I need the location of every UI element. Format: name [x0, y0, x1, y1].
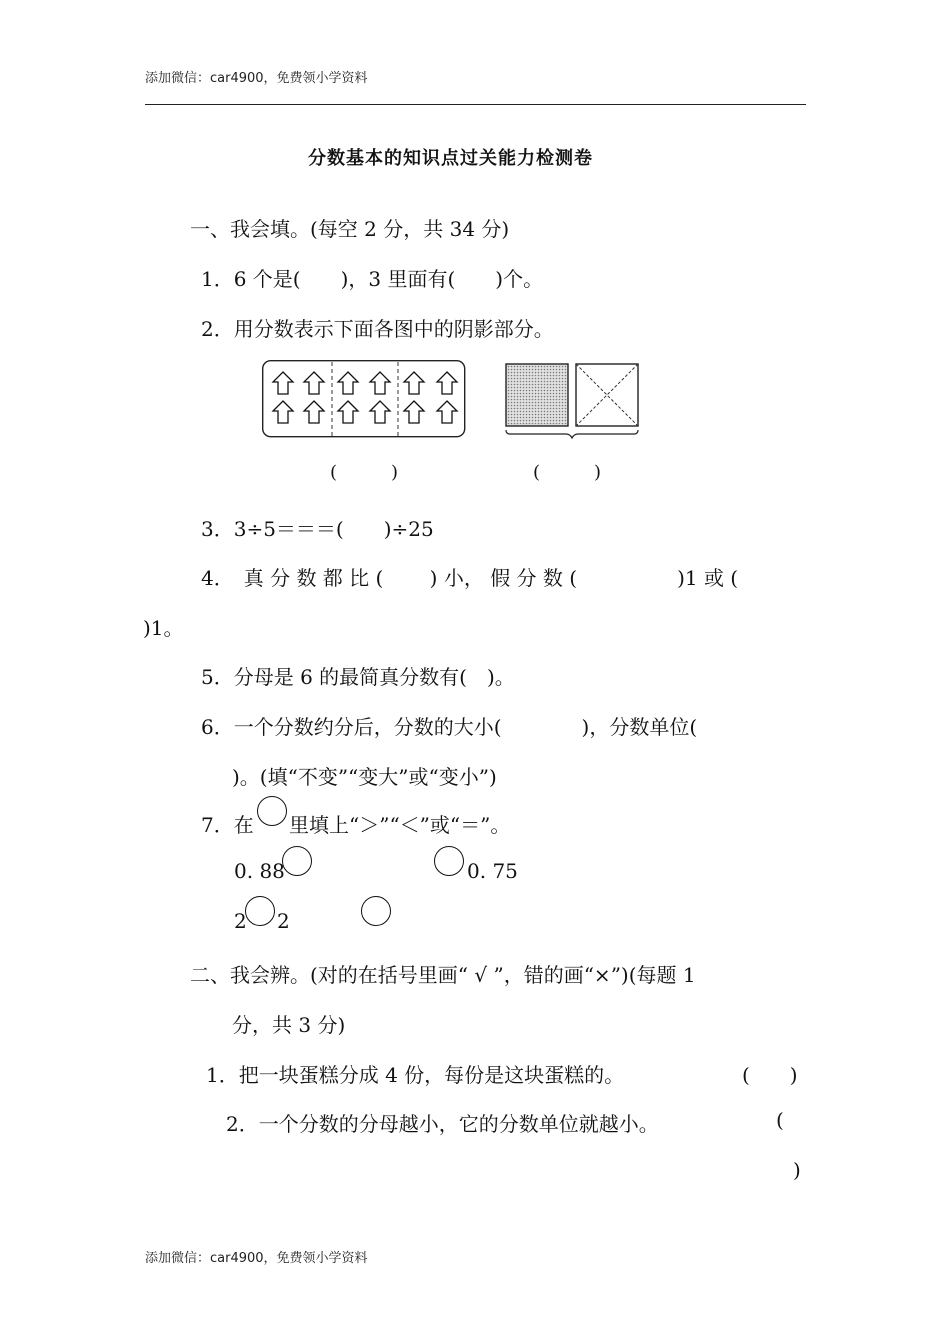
compare-circle-example	[257, 796, 287, 826]
section2-question-1-paren: ( )	[742, 1063, 798, 1087]
question-1-7-prefix: 7．在	[201, 813, 254, 837]
question-1-7-suffix: 里填上“＞”“＜”或“＝”。	[289, 813, 511, 837]
header-rule	[145, 104, 806, 105]
question-1-5: 5．分母是 6 的最简真分数有( )。	[201, 665, 515, 689]
question-1-4-line2: )1。	[143, 616, 184, 640]
answer-paren-arrows: ( )	[330, 462, 399, 483]
squares-figure	[504, 362, 640, 442]
question-1-2: 2．用分数表示下面各图中的阴影部分。	[201, 317, 554, 341]
question-1-1: 1．6 个是( )，3 里面有( )个。	[201, 267, 544, 291]
question-1-6-line2: )。(填“不变”“变大”或“变小”)	[232, 765, 497, 789]
page-header: 添加微信：car4900，免费领小学资料	[145, 71, 368, 86]
compare-circle-3[interactable]	[245, 896, 275, 926]
question-1-6-line1: 6．一个分数约分后，分数的大小( )，分数单位(	[201, 715, 698, 739]
compare-item-2-right: 0. 75	[467, 859, 518, 883]
question-1-3: 3．3÷5＝＝＝( )÷25	[201, 517, 434, 541]
compare-circle-2[interactable]	[434, 846, 464, 876]
section2-heading-line1: 二、我会辨。(对的在括号里画“ √ ”，错的画“×”)(每题 1	[190, 963, 696, 987]
section2-question-2-paren-open: (	[776, 1108, 784, 1132]
question-1-4-line1: 4． 真 分 数 都 比 ( ) 小， 假 分 数 ( )1 或 (	[201, 566, 739, 590]
section2-heading-line2: 分，共 3 分)	[232, 1013, 346, 1037]
answer-paren-squares: ( )	[533, 462, 602, 483]
section2-question-1: 1．把一块蛋糕分成 4 份，每份是这块蛋糕的。	[206, 1063, 625, 1087]
section2-question-2: 2．一个分数的分母越小，它的分数单位就越小。	[226, 1112, 659, 1136]
page-footer: 添加微信：car4900，免费领小学资料	[145, 1251, 368, 1266]
arrows-figure	[262, 360, 466, 438]
section2-question-2-paren-close: )	[793, 1158, 801, 1182]
compare-item-3-left: 2	[234, 909, 247, 933]
compare-item-1-left: 0. 88	[234, 859, 285, 883]
compare-circle-4[interactable]	[361, 896, 391, 926]
compare-item-3-right: 2	[277, 909, 290, 933]
page-title: 分数基本的知识点过关能力检测卷	[308, 148, 593, 169]
compare-circle-1[interactable]	[282, 846, 312, 876]
section1-heading: 一、我会填。(每空 2 分，共 34 分)	[190, 217, 510, 241]
